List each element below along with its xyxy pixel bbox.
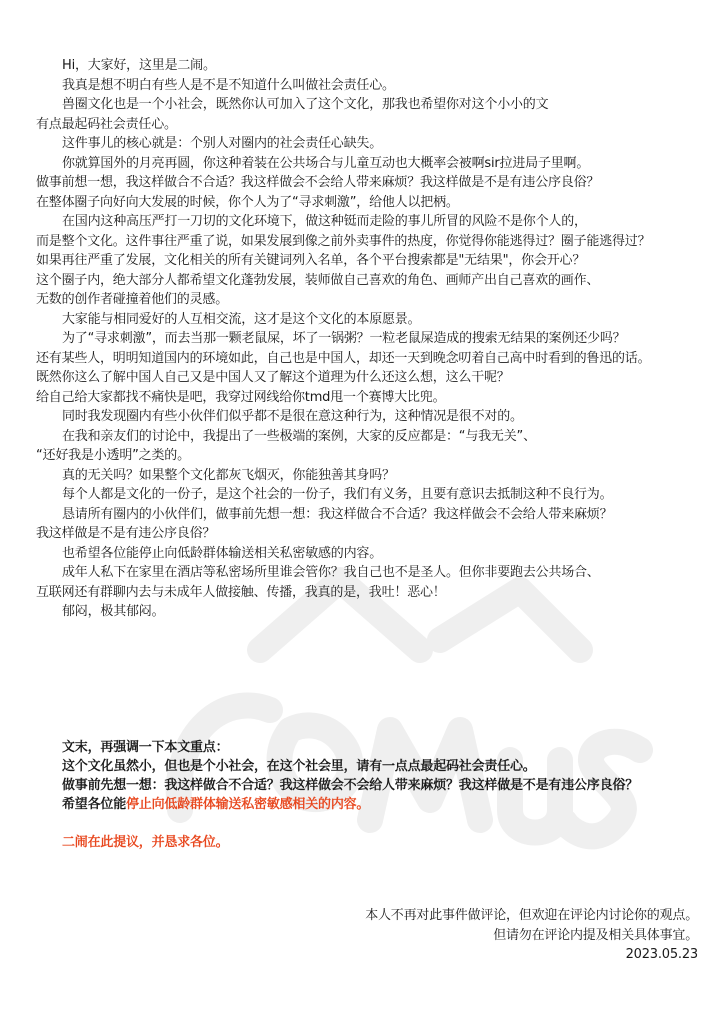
paragraph-line: 还有某些人，明明知道国内的环境如此，自己也是中国人，却还一天到晚念叨着自己高中时看到的鲁迅的话。	[36, 350, 651, 366]
paragraph-line: 成年人私下在家里在酒店等私密场所里谁会管你？我自己也不是圣人。但你非要跑去公共场合、	[62, 565, 600, 580]
summary-appeal: 二闹在此提议，并恳求各位。	[62, 835, 229, 850]
summary-highlight: 停止向低龄群体输送私密敏感相关的内容。	[126, 797, 370, 812]
paragraph-line: 兽圈文化也是一个小社会，既然你认可加入了这个文化，那我也希望你对这个小小的文	[62, 97, 549, 112]
paragraph-line: 而是整个文化。这件事往严重了说，如果发展到像之前外卖事件的热度，你觉得你能逃得过？圈子能逃得过？	[36, 233, 651, 249]
paragraph-line: 既然你这么了解中国人自己又是中国人又了解这个道理为什么还这么想，这么干呢？	[36, 370, 510, 385]
paragraph-line: 为了“寻求刺激”，而去当那一颗老鼠屎，坏了一锅粥？一粒老鼠屎造成的搜索无结果的案例还少吗？	[62, 331, 626, 346]
paragraph-line: “还好我是小透明”之类的。	[36, 448, 190, 463]
paragraph-line: 郁闷，极其郁闷。	[62, 604, 165, 619]
paragraph-line: 你就算国外的月亮再圆，你这种着装在公共场合与儿童互动也大概率会被啊sir拉进局子里啊。	[62, 155, 590, 171]
paragraph-line: 给自己给大家都找不痛快是吧，我穿过网线给你tmd甩一个赛博大比兜。	[36, 389, 446, 405]
paragraph-line: 有点最起码社会责任心。	[36, 116, 177, 132]
paragraph-line: 做事前想一想，我这样做合不合适？我这样做会不会给人带来麻烦？我这样做是不是有违公序良俗？	[36, 175, 600, 190]
paragraph-line: 在我和亲友们的讨论中，我提出了一些极端的案例，大家的反应都是：“与我无关”、	[62, 428, 536, 444]
paragraph-line: 如果再往严重了发展，文化相关的所有关键词列入名单，各个平台搜索都是"无结果"，你会开心？	[36, 253, 586, 268]
paragraph-line: 这件事儿的核心就是：个别人对圈内的社会责任心缺失。	[62, 136, 383, 151]
paragraph-line: 每个人都是文化的一份子，是这个社会的一份子，我们有义务，且要有意识去抵制这种不良行为。	[62, 487, 613, 502]
paragraph-line: 也希望各位能停止向低龄群体输送相关私密敏感的内容。	[62, 545, 383, 561]
closing-note: 但请勿在评论内提及相关具体事宜。	[493, 927, 698, 943]
summary-point: 这个文化虽然小，但也是个小社会，在这个社会里，请有一点点最起码社会责任心。	[62, 759, 536, 774]
paragraph-line: 在整体圈子向好向大发展的时候，你个人为了“寻求刺激”，给他人以把柄。	[36, 194, 459, 210]
summary-point: 做事前先想一想：我这样做合不合适？我这样做会不会给人带来麻烦？我这样做是不是有违公序良俗？	[62, 778, 639, 793]
paragraph-line: 大家能与相同爱好的人互相交流，这才是这个文化的本原愿景。	[62, 311, 421, 327]
paragraph-line: 这个圈子内，绝大部分人都希望文化蓬勃发展，装师做自己喜欢的角色、画师产出自己喜欢的画作、	[36, 272, 600, 288]
paragraph-line: 在国内这种高压严打一刀切的文化环境下，做这种铤而走险的事儿所冒的风险不是你个人的，	[62, 214, 587, 229]
paragraph-line: 真的无关吗？如果整个文化都灰飞烟灭，你能独善其身吗？	[62, 467, 395, 483]
paragraph-line: 我真是想不明白有些人是不是不知道什么叫做社会责任心。	[62, 77, 395, 93]
paragraph-line: 恳请所有圈内的小伙伴们，做事前先想一想：我这样做合不合适？我这样做会不会给人带来麻烦？	[62, 506, 613, 522]
paragraph-line: 同时我发现圈内有些小伙伴们似乎都不是很在意这种行为，这种情况是很不对的。	[62, 409, 523, 424]
summary-section	[62, 738, 712, 852]
paragraph-line: 无数的创作者碰撞着他们的灵感。	[36, 292, 229, 307]
summary-point	[62, 795, 712, 814]
closing-date: 2023.05.23	[625, 947, 698, 962]
closing-section	[365, 906, 698, 965]
document-body	[36, 56, 706, 622]
paragraph-line: 互联网还有群聊内去与未成年人做接触、传播，我真的是，我吐！恶心！	[36, 584, 446, 600]
greeting-line: Hi，大家好，这里是二闹。	[62, 58, 216, 73]
summary-prefix: 希望各位能	[62, 797, 127, 812]
summary-heading: 文末，再强调一下本文重点：	[62, 740, 229, 755]
closing-note: 本人不再对此事件做评论，但欢迎在评论内讨论你的观点。	[365, 908, 698, 923]
paragraph-line: 我这样做是不是有违公序良俗？	[36, 526, 216, 541]
